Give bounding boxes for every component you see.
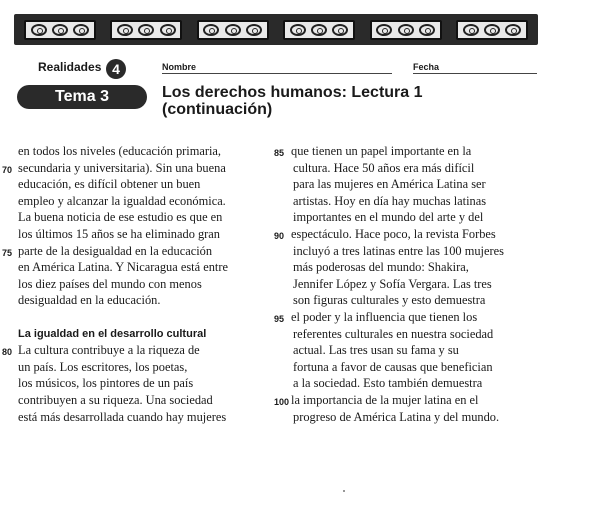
realidades-label: Realidades — [38, 60, 102, 74]
line-text: los diez países del mundo con menos — [18, 276, 202, 291]
text-line — [0, 243, 275, 260]
text-line — [0, 292, 275, 309]
right-text-column — [272, 143, 572, 425]
text-line — [0, 392, 275, 409]
line-text: importantes en el mundo del arte y del — [293, 210, 484, 225]
text-line — [272, 226, 572, 243]
line-text: en América Latina. Y Nicaragua está entre — [18, 260, 228, 275]
line-text: fortuna a favor de causas que benefician — [293, 359, 493, 374]
tema-badge: Tema 3 — [17, 85, 147, 109]
text-line — [272, 209, 572, 226]
text-line — [0, 209, 275, 226]
text-line — [0, 326, 275, 343]
line-text: a la sociedad. Esto también demuestra — [293, 376, 483, 391]
nombre-line[interactable] — [162, 73, 392, 74]
line-number: 95 — [274, 313, 285, 324]
line-text: más poderosas del mundo: Shakira, — [293, 260, 469, 275]
text-line — [0, 276, 275, 293]
line-text: secundaria y universitaria). Sin una buena — [18, 160, 226, 175]
text-line — [0, 359, 275, 376]
line-number: 80 — [2, 347, 13, 358]
text-line — [272, 409, 572, 426]
text-line — [0, 143, 275, 160]
banner-spiral-block — [456, 20, 528, 40]
line-text: cultura. Hace 50 años era más difícil — [293, 160, 475, 175]
fecha-label: Fecha — [413, 62, 440, 72]
text-line — [0, 160, 275, 177]
line-number: 75 — [2, 247, 13, 258]
fecha-line[interactable] — [413, 73, 537, 74]
line-text: el poder y la influencia que tienen los — [291, 309, 478, 324]
title-line-1: Los derechos humanos: Lectura 1 — [162, 84, 423, 101]
text-line — [272, 342, 572, 359]
section-subheading: La igualdad en el desarrollo cultural — [18, 327, 207, 340]
line-text: son figuras culturales y esto demuestra — [293, 293, 486, 308]
line-text: los músicos, los pintores de un país — [18, 376, 194, 391]
line-text: actual. Las tres usan su fama y su — [293, 343, 459, 358]
nombre-label: Nombre — [162, 62, 197, 72]
line-text: desigualdad en la educación. — [18, 293, 161, 308]
line-text: educación, es difícil obtener un buen — [18, 177, 201, 192]
left-text-column — [0, 143, 275, 425]
text-line — [272, 375, 572, 392]
text-line — [0, 226, 275, 243]
line-text: progreso de América Latina y del mundo. — [293, 409, 500, 424]
line-number: 100 — [274, 396, 290, 407]
line-text: la importancia de la mujer latina en el — [291, 392, 479, 407]
line-text: para las mujeres en América Latina ser — [293, 177, 486, 192]
banner-spiral-block — [370, 20, 442, 40]
text-line — [272, 326, 572, 343]
line-number: 70 — [2, 164, 13, 175]
line-text: Jennifer López y Sofía Vergara. Las tres — [293, 276, 492, 291]
text-line — [0, 309, 275, 326]
line-text: incluyó a tres latinas entre las 100 mujeres — [293, 243, 504, 258]
text-line — [0, 409, 275, 426]
text-line — [272, 160, 572, 177]
text-line — [0, 176, 275, 193]
text-line — [272, 243, 572, 260]
line-text: La cultura contribuye a la riqueza de — [18, 343, 200, 358]
text-line — [272, 276, 572, 293]
line-number: 90 — [274, 230, 285, 241]
line-number: 85 — [274, 148, 285, 158]
line-text: empleo y alcanzar la igualdad económica. — [18, 193, 226, 208]
line-text: en todos los niveles (educación primaria, — [18, 144, 222, 158]
banner-spiral-block — [283, 20, 355, 40]
text-line — [272, 143, 572, 160]
text-line — [0, 259, 275, 276]
line-text: que tienen un papel importante en la — [291, 144, 472, 158]
line-text: referentes culturales en nuestra sociedad — [293, 326, 494, 341]
text-line — [272, 193, 572, 210]
scan-speck — [343, 490, 345, 492]
text-line — [272, 176, 572, 193]
decorative-banner — [14, 14, 538, 45]
text-line — [272, 359, 572, 376]
page-title — [162, 84, 423, 118]
line-text: artistas. Hoy en día hay muchas latinas — [293, 193, 487, 208]
text-line — [272, 309, 572, 326]
line-text: contribuyen a su riqueza. Una sociedad — [18, 392, 213, 407]
banner-spiral-block — [110, 20, 182, 40]
text-line — [272, 259, 572, 276]
text-line — [272, 292, 572, 309]
line-text: está más desarrollada cuando hay mujeres — [18, 409, 227, 424]
text-line — [272, 392, 572, 409]
line-text: un país. Los escritores, los poetas, — [18, 359, 188, 374]
line-text: los últimos 15 años se ha eliminado gran — [18, 226, 221, 241]
title-line-2: (continuación) — [162, 101, 273, 118]
text-line — [0, 342, 275, 359]
banner-spiral-block — [197, 20, 269, 40]
level-badge: 4 — [106, 59, 126, 79]
text-line — [0, 375, 275, 392]
text-line — [0, 193, 275, 210]
line-text: parte de la desigualdad en la educación — [18, 243, 213, 258]
banner-spiral-block — [24, 20, 96, 40]
line-text: La buena noticia de ese estudio es que en — [18, 210, 223, 225]
line-text: espectáculo. Hace poco, la revista Forbes — [291, 226, 496, 241]
